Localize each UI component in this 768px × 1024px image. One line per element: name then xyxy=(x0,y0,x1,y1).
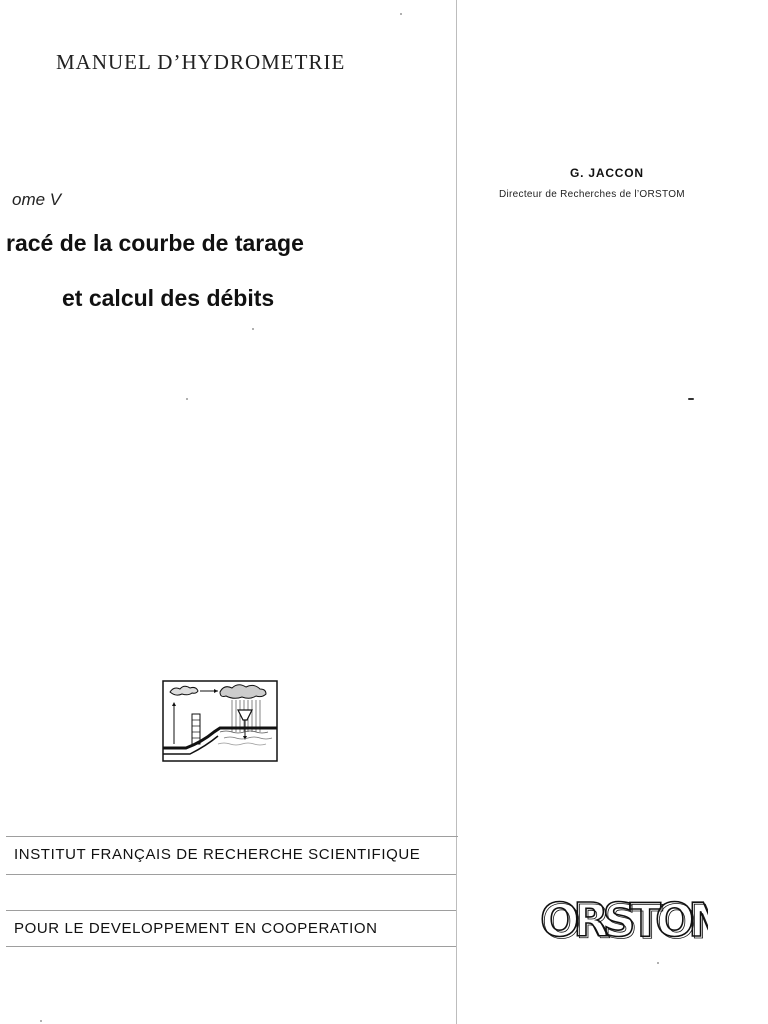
author-name: G. JACCON xyxy=(570,166,644,180)
orstom-logo xyxy=(538,892,708,949)
orstom-logo-text: ORSTO xyxy=(540,893,689,944)
institution-line-2: POUR LE DEVELOPPEMENT EN COOPERATION xyxy=(14,920,378,937)
orstom-logo-outline: ORSTO xyxy=(542,895,691,944)
series-title: MANUEL D’HYDROMETRIE xyxy=(56,50,346,74)
scan-speck xyxy=(657,962,659,964)
volume-label: ome V xyxy=(12,190,62,209)
scan-speck xyxy=(688,398,694,400)
scan-speck xyxy=(252,328,254,330)
hydrological-cycle-illustration xyxy=(162,680,278,767)
scan-speck xyxy=(186,398,188,400)
author-role: Directeur de Recherches de l’ORSTOM xyxy=(499,189,685,200)
document-title-line-2: et calcul des débits xyxy=(62,285,275,311)
rule-bottom xyxy=(6,946,456,947)
institution-line-1: INSTITUT FRANÇAIS DE RECHERCHE SCIENTIFIQUE xyxy=(14,846,421,863)
rule-top xyxy=(6,836,458,837)
document-title-line-1: racé de la courbe de tarage xyxy=(6,230,304,256)
rule-middle-1 xyxy=(6,874,456,875)
scan-speck xyxy=(40,1020,42,1022)
rule-middle-2 xyxy=(6,910,456,911)
vertical-fold-line xyxy=(456,0,457,1024)
scan-speck xyxy=(400,13,402,15)
